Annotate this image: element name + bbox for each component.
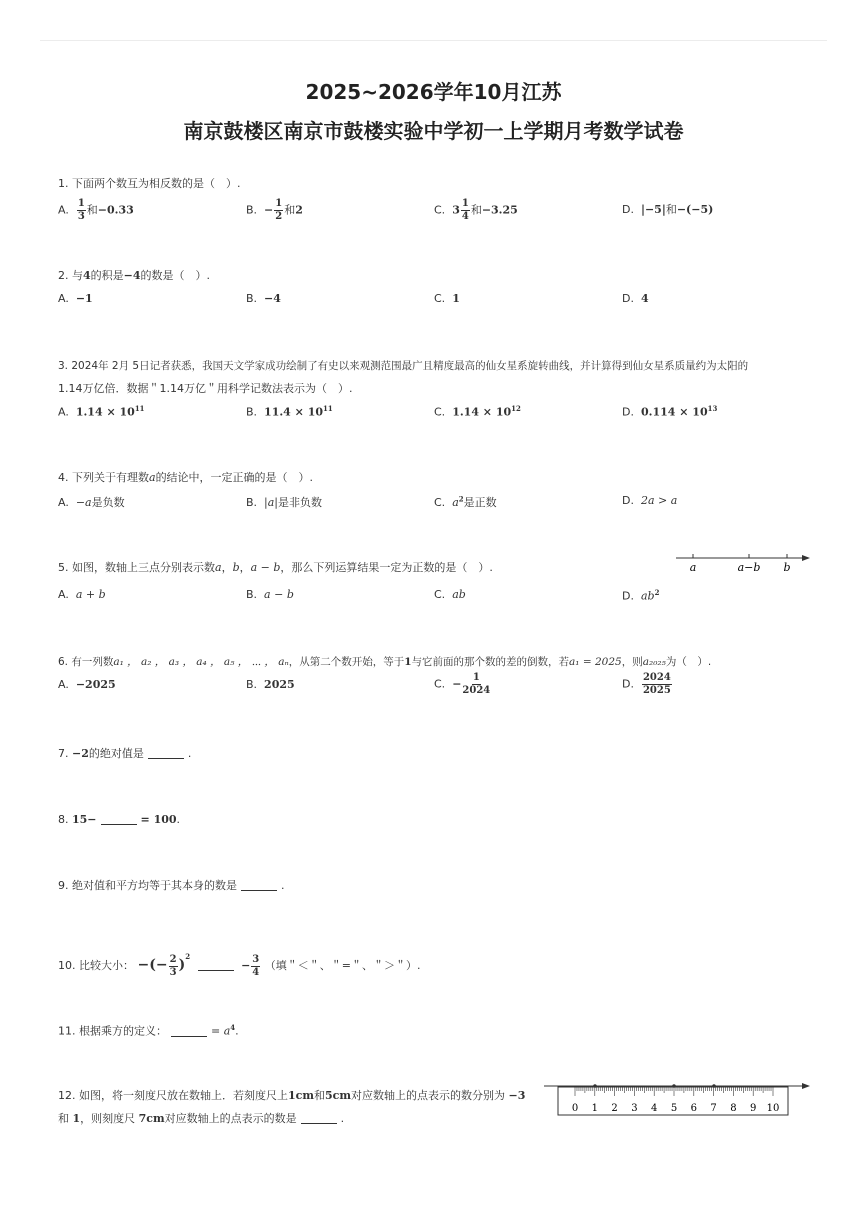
answer-blank[interactable] [301,1123,337,1124]
q5-option-a[interactable]: A. a + b [58,588,106,601]
fraction: $\frac{1}{2024}$ [462,672,491,696]
ruler-figure [540,1078,812,1120]
fraction: $\frac{2024}{2025}$ [642,672,671,696]
axis-arrow [802,555,810,561]
ruler-label: 9 [750,1103,757,1114]
fraction: $\frac{3}{4}$ [252,953,260,978]
label-b: b [783,561,791,574]
ruler-label: 8 [730,1103,737,1114]
ruler-label: 4 [651,1103,658,1114]
question-6-stem: 6. 有一列数a₁ ， a₂ ， a₃ ， a₄ ， a₅ ， ⋯ ， aₙ，从第二个数开始，等于1与它前面的那个数的差的倒数，若a₁ = 2025，则a₂₀₂₅为（ ）. [58,656,712,668]
question-11-stem: 11. 根据乘方的定义： = $a^4$. [58,1023,239,1038]
question-2-stem: 2. 与4的积是−4的数是（ ）. [58,269,211,282]
q3-option-d[interactable]: D. $0.114 \times 10^{13}$ [622,404,718,419]
ruler-label: 2 [611,1103,618,1114]
q3-option-b[interactable]: B. $11.4 \times 10^{11}$ [246,404,333,419]
q2-option-a[interactable]: A. −1 [58,292,93,305]
question-1-stem: 1. 下面两个数互为相反数的是（ ）. [58,177,241,190]
q1-option-d[interactable]: D. |−5|和−(−5) [622,203,714,216]
ruler-ticks [572,1087,780,1114]
fraction: $\frac{1}{3}$ [77,198,85,222]
label-a: a [689,561,697,574]
fraction: $\frac{1}{2}$ [275,198,283,222]
q4-option-d[interactable]: D. 2a > a [622,494,678,507]
q4-option-a[interactable]: A. −a是负数 [58,496,125,509]
label-a-b: a−b [737,561,761,574]
answer-blank[interactable] [171,1036,207,1037]
q1-option-b[interactable]: B. − $\frac{1}{2}$ 和2 [246,198,303,222]
q5-option-d[interactable]: D. $ab^2$ [622,588,660,603]
answer-blank[interactable] [101,824,137,825]
axis-arrow [802,1083,810,1089]
question-4-stem: 4. 下列关于有理数a的结论中，一定正确的是（ ）. [58,471,314,484]
number-line-figure [672,548,814,574]
answer-blank[interactable] [241,890,277,891]
q4-option-c[interactable]: C. $a^2$是正数 [434,494,497,509]
answer-blank[interactable] [198,970,234,971]
q6-option-b[interactable]: B. 2025 [246,678,295,691]
ruler-label: 6 [690,1103,697,1114]
question-5-stem: 5. 如图，数轴上三点分别表示数a，b，a − b，那么下列运算结果一定为正数的是（ ）. [58,561,493,574]
exam-title-line1: 2025~2026学年10月江苏 [305,80,562,104]
question-12-stem-line1: 12. 如图，将一刻度尺放在数轴上．若刻度尺上1cm和5cm对应数轴上的点表示的数分别为 −3 [58,1089,526,1102]
ruler-label: 10 [766,1103,780,1114]
q3-option-a[interactable]: A. $1.14 \times 10^{11}$ [58,404,145,419]
q6-option-d[interactable]: D. $\frac{2024}{2025}$ [622,672,671,696]
fraction: $\frac{2}{3}$ [169,953,177,978]
question-3-stem-line1: 3. 2024年 2月 5日记者获悉，我国天文学家成功绘制了有史以来观测范围最广且精度最高的仙女星系旋转曲线，并计算得到仙女星系质量约为太阳的 [58,360,749,372]
question-10-stem: 10. 比较大小： −(− $\frac{2}{3}$ )$^2$ − $\frac{3}{4}$ （填＂＜＂、＂=＂、＂＞＂）. [58,952,421,978]
q6-option-c[interactable]: C. − $\frac{1}{2024}$ [434,672,491,696]
question-9-stem: 9. 绝对值和平方均等于其本身的数是 . [58,879,285,892]
q1-option-c[interactable]: C. 3 $\frac{1}{4}$ 和−3.25 [434,198,518,222]
q6-option-a[interactable]: A. −2025 [58,678,116,691]
q5-option-b[interactable]: B. a − b [246,588,294,601]
ruler-label: 1 [591,1103,598,1114]
q5-option-c[interactable]: C. ab [434,588,466,601]
q2-option-b[interactable]: B. −4 [246,292,281,305]
answer-blank[interactable] [148,758,184,759]
question-12-stem-line2: 和 1，则刻度尺 7cm对应数轴上的点表示的数是 . [58,1112,345,1125]
ruler-label: 0 [571,1103,579,1114]
q1-option-a[interactable]: A. $\frac{1}{3}$ 和−0.33 [58,198,134,222]
q4-option-b[interactable]: B. |a|是非负数 [246,496,323,509]
ruler-label: 7 [710,1103,717,1114]
exam-title-line2: 南京鼓楼区南京市鼓楼实验中学初一上学期月考数学试卷 [183,119,684,143]
question-8-stem: 8. 15− = 100. [58,813,181,826]
q3-option-c[interactable]: C. $1.14 \times 10^{12}$ [434,404,521,419]
fraction: $\frac{1}{4}$ [461,198,469,222]
q2-option-d[interactable]: D. 4 [622,292,649,305]
ruler-label: 5 [670,1103,678,1114]
ruler-label: 3 [631,1103,638,1114]
question-7-stem: 7. −2的绝对值是 . [58,747,192,760]
question-3-stem-line2: 1.14万亿倍．数据＂1.14万亿＂用科学记数法表示为（ ）. [58,382,353,395]
q2-option-c[interactable]: C. 1 [434,292,460,305]
top-divider [40,40,827,41]
